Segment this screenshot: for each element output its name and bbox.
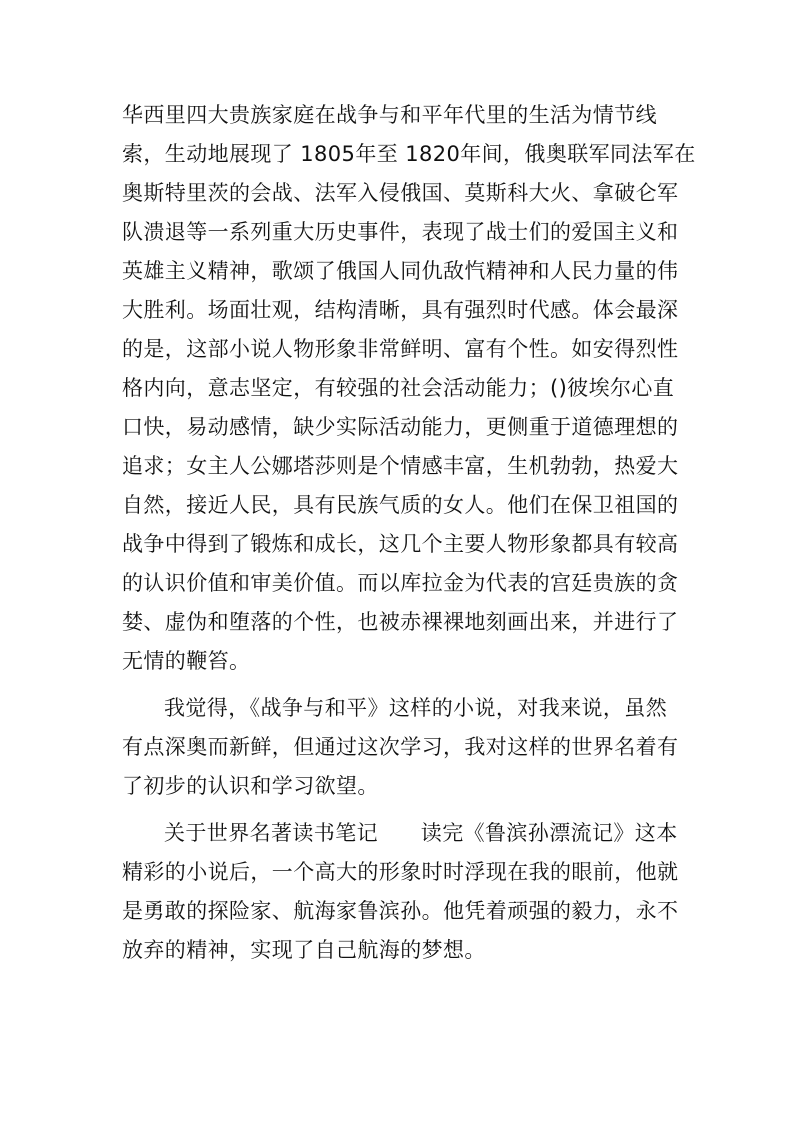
text-line: 奥斯特里茨的会战、法军入侵俄国、莫斯科大火、拿破仑军	[122, 181, 679, 205]
text-line: 无情的鞭笞。	[122, 649, 251, 673]
text-line: 自然，接近人民，具有民族气质的女人。他们在保卫祖国的	[122, 493, 679, 517]
paragraph-spacer	[122, 806, 682, 814]
text-line: 了初步的认识和学习欲望。	[122, 774, 379, 798]
text-line: 的认识价值和审美价值。而以库拉金为代表的宫廷贵族的贪	[122, 571, 679, 595]
text-line: 索，生动地展现了 1805年至 1820年间，俄奥联军同法军在	[122, 142, 696, 166]
text-line: 队溃退等一系列重大历史事件，表现了战士们的爱国主义和	[122, 220, 679, 244]
text-line: 我觉得，《战争与和平》这样的小说，对我来说，虽然	[164, 696, 668, 720]
text-line: 口快，易动感情，缺少实际活动能力，更侧重于道德理想的	[122, 415, 679, 439]
text-line: 是勇敢的探险家、航海家鲁滨孙。他凭着顽强的毅力，永不	[122, 899, 679, 923]
text-line: 精彩的小说后，一个高大的形象时时浮现在我的眼前，他就	[122, 860, 679, 884]
paragraph-war-and-peace-summary	[122, 96, 696, 681]
text-line: 的是，这部小说人物形象非常鲜明、富有个性。如安得烈性	[122, 337, 679, 361]
text-line: 华西里四大贵族家庭在战争与和平年代里的生活为情节线	[122, 103, 657, 127]
text-line: 格内向，意志坚定，有较强的社会活动能力；()彼埃尔心直	[122, 376, 675, 400]
text-line: 追求；女主人公娜塔莎则是个情感丰富，生机勃勃，热爱大	[122, 454, 679, 478]
text-line: 有点深奥而新鲜，但通过这次学习，我对这样的世界名着有	[122, 735, 679, 759]
paragraph-spacer	[122, 681, 682, 689]
text-line: 战争中得到了锻炼和成长，这几个主要人物形象都具有较高	[122, 532, 679, 556]
paragraph-personal-reflection	[122, 689, 682, 806]
text-line: 婪、虚伪和堕落的个性，也被赤裸裸地刻画出来，并进行了	[122, 610, 679, 634]
text-line: 放弃的精神，实现了自己航海的梦想。	[122, 938, 486, 962]
document-body	[122, 96, 696, 970]
text-line: 关于世界名著读书笔记 读完《鲁滨孙漂流记》这本	[164, 821, 678, 845]
text-line: 大胜利。场面壮观，结构清晰，具有强烈时代感。体会最深	[122, 298, 679, 322]
text-line: 英雄主义精神，歌颂了俄国人同仇敌忾精神和人民力量的伟	[122, 259, 679, 283]
paragraph-robinson-crusoe	[122, 814, 682, 970]
